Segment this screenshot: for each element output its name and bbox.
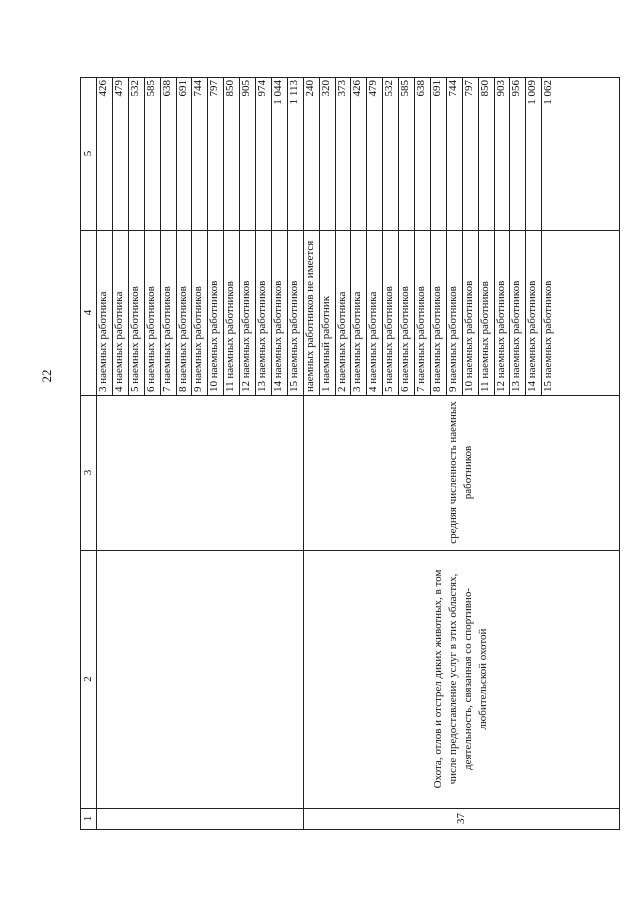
row-value: 903	[494, 80, 507, 97]
row-value: 320	[319, 80, 332, 97]
row-value: 905	[240, 80, 253, 97]
row-label: 5 наемных работников	[128, 286, 141, 392]
row-label: 7 наемных работников	[415, 286, 427, 392]
row-value: 426	[97, 80, 109, 97]
row-label: 14 наемных работников	[271, 280, 284, 392]
header-col1: 1	[82, 815, 94, 822]
row-value: 1 044	[271, 80, 284, 105]
row-label: 10 наемных работников	[208, 280, 221, 392]
border-bottom	[80, 829, 619, 830]
row-value: 240	[303, 80, 316, 97]
activity-description: Охота, отлов и отстрел диких животных, в том числе предоставление услуг в этих областях, деятельность, связанная со спортивно-любительской охотой	[431, 569, 489, 789]
row-label: 8 наемных работников	[430, 286, 443, 392]
row-label: 4 наемных работника	[367, 291, 380, 392]
row-value: 373	[335, 80, 348, 97]
row-label: 4 наемных работника	[112, 291, 125, 392]
row-label: 9 наемных работников	[446, 286, 459, 392]
row-value: 744	[446, 80, 459, 97]
row-label: 1 наемный работник	[319, 295, 332, 392]
row-value: 585	[399, 80, 412, 97]
row-label: 13 наемных работников	[510, 280, 523, 392]
row-value: 974	[256, 80, 268, 97]
row-label: 6 наемных работников	[144, 286, 157, 392]
header-col5: 5	[82, 150, 94, 157]
row-label: 9 наемных работников	[192, 286, 205, 392]
activity-code: 37	[454, 813, 467, 824]
row-label: 11 наемных работников	[224, 281, 237, 392]
row-value: 956	[510, 80, 523, 97]
row-value: 1 113	[287, 80, 300, 105]
row-label: 5 наемных работников	[383, 286, 396, 392]
row-label: 3 наемных работника	[97, 291, 109, 392]
page-number: 22	[39, 369, 54, 383]
row-label: 8 наемных работников	[176, 286, 189, 392]
row-value: 691	[430, 80, 443, 97]
row-label: наемных работников не имеется	[303, 240, 316, 392]
header-col4: 4	[82, 309, 94, 316]
row-label: 12 наемных работников	[240, 280, 253, 392]
row-value: 691	[176, 80, 189, 97]
row-value: 1 009	[526, 80, 539, 105]
row-value: 585	[144, 80, 157, 97]
row-label: 3 наемных работника	[351, 291, 364, 392]
row-value: 426	[351, 80, 364, 97]
row-label: 13 наемных работников	[256, 280, 268, 392]
row-label: 7 наемных работников	[160, 286, 173, 392]
criterion-text: средняя численность наемных работников	[446, 401, 474, 544]
row-label: 6 наемных работников	[399, 286, 412, 392]
row-label: 12 наемных работников	[494, 280, 507, 392]
row-value: 797	[462, 80, 475, 97]
header-col2: 2	[82, 676, 94, 682]
row-label: 15 наемных работников	[542, 280, 555, 392]
row-value: 850	[478, 80, 491, 97]
row-label: 14 наемных работников	[526, 280, 539, 392]
row-value: 638	[415, 80, 427, 97]
row-value: 744	[192, 80, 205, 97]
row-value: 479	[367, 80, 380, 97]
header-col3: 3	[82, 469, 94, 476]
row-label: 15 наемных работников	[287, 280, 300, 392]
row-value: 532	[383, 80, 396, 97]
row-value: 479	[112, 80, 125, 97]
row-value: 1 062	[542, 80, 555, 105]
row-value: 532	[128, 80, 141, 97]
row-value: 797	[208, 80, 221, 97]
row-label: 11 наемных работников	[478, 281, 491, 392]
row-label: 2 наемных работника	[335, 291, 348, 392]
row-value: 850	[224, 80, 237, 97]
row-value: 638	[160, 80, 173, 97]
row-label: 10 наемных работников	[462, 280, 475, 392]
